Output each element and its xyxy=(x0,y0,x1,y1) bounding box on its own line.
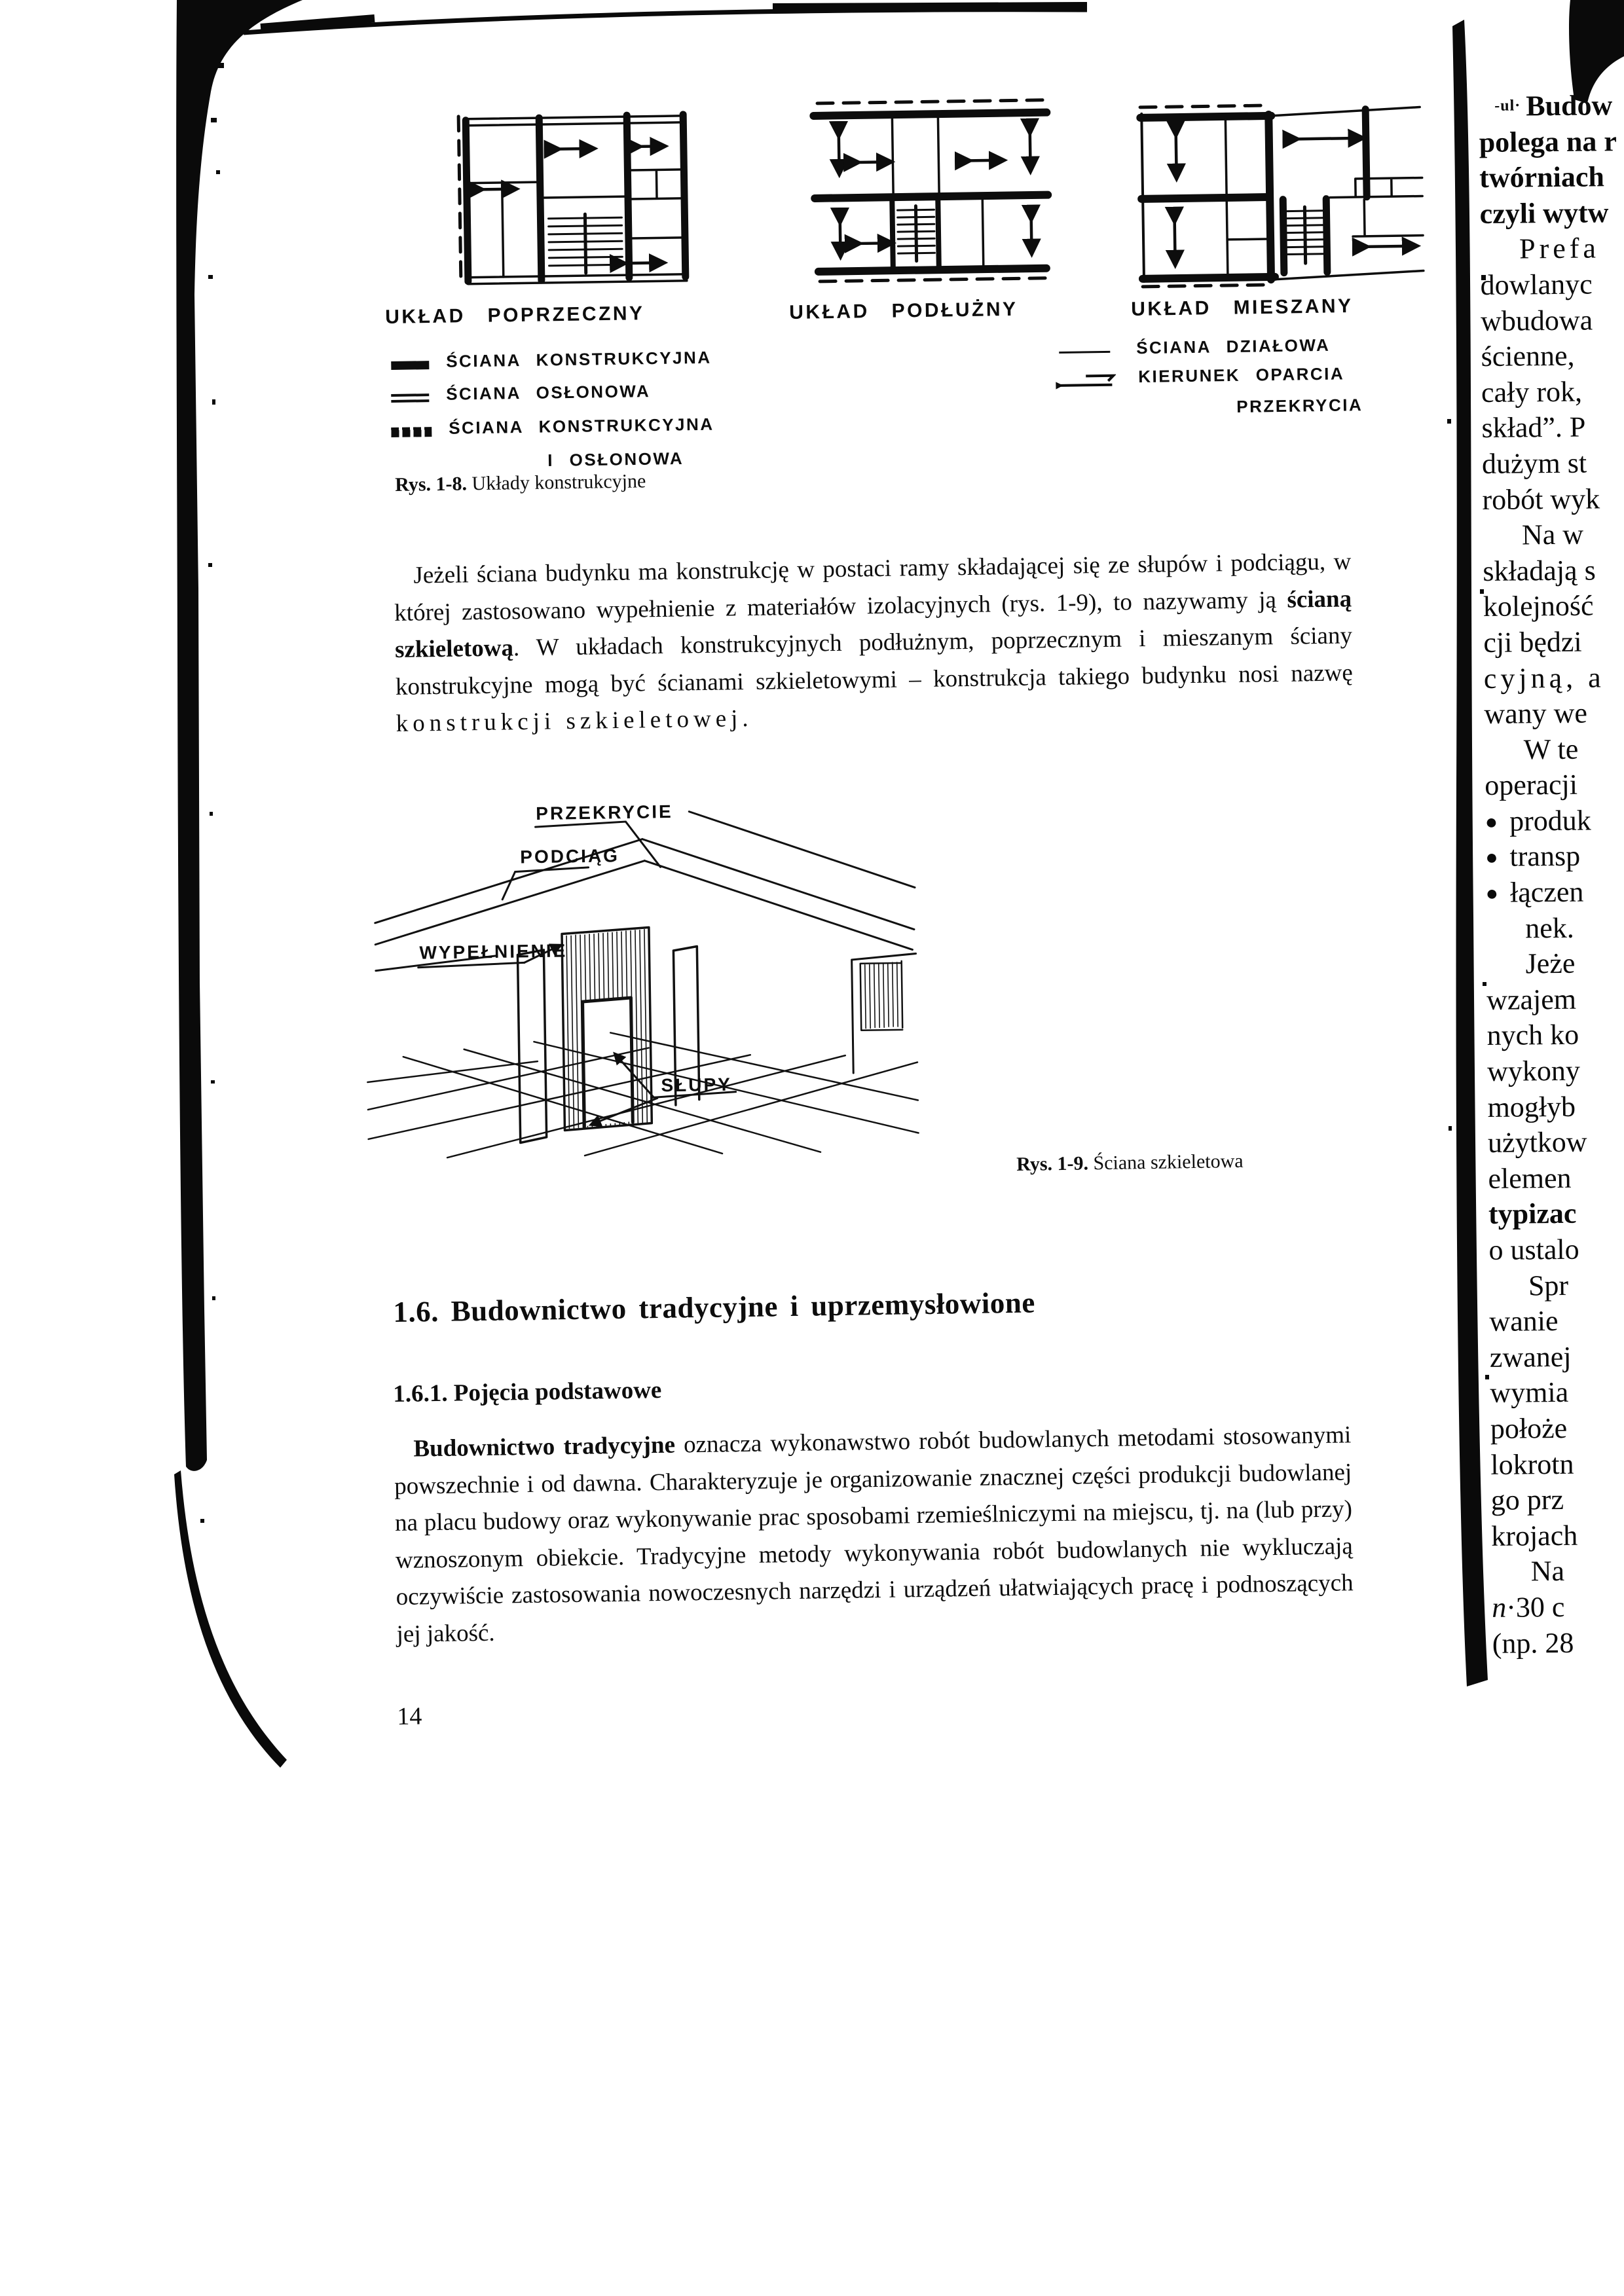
side-column-line xyxy=(1479,159,1624,196)
side-column-line xyxy=(1485,802,1624,839)
section-heading-1-6: 1.6. Budownictwo tradycyjne i uprzemysłowione xyxy=(393,1286,1036,1328)
side-column-line-text: dowlanyc xyxy=(1480,268,1593,301)
side-column-line xyxy=(1481,373,1624,410)
figure-1-9-caption-number: Rys. 1-9. xyxy=(1016,1152,1089,1175)
side-column-line xyxy=(1489,1302,1624,1339)
side-column-line xyxy=(1486,981,1624,1018)
side-column-line xyxy=(1491,1517,1624,1554)
legend-item-i-oslonowa: I OSŁONOWA xyxy=(547,448,684,470)
side-column-line-text: Na w xyxy=(1521,518,1584,551)
figure-1-9-caption xyxy=(1016,1150,1244,1176)
diagram-label-poprzeczny: UKŁAD POPRZECZNY xyxy=(385,302,645,328)
label-podciag: PODCIĄG xyxy=(520,845,620,867)
side-column-line-text: cji będzi xyxy=(1483,625,1582,659)
diagram-uklad-poprzeczny xyxy=(455,107,691,292)
bullet-icon: ● xyxy=(1485,845,1498,869)
figure-1-9-drawing xyxy=(363,793,922,1158)
paragraph-2-bold-term: Budownictwo tradycyjne xyxy=(413,1431,676,1463)
subsection-heading-1-6-1: 1.6.1. Pojęcia podstawowe xyxy=(393,1376,662,1408)
legend-item-sciana-dzialowa: ŚCIANA DZIAŁOWA xyxy=(1059,335,1330,359)
side-column-line xyxy=(1486,909,1624,947)
side-column-line-text: wzajem xyxy=(1486,983,1577,1016)
paragraph-1-text-2: . W układach konstrukcyjnych podłużnym, poprzecznym i mieszanym ściany konstrukcyjne mogą być ścianami szkieletowymi – konstrukcja takiego budynku nosi nazwę xyxy=(395,622,1354,701)
side-column-line xyxy=(1489,1267,1624,1304)
side-column-line-text: Spr xyxy=(1528,1269,1569,1302)
paragraph-2-text: oznacza wykonawstwo robót budowlanych metodami stosowanymi powszechnie i od dawna. Charakteryzuje je organizowanie znacznej części produkcji budowlanej na placu budowy oraz wykonywanie prac sposobami rzemieślniczymi na miejscu, tj. na (lub przy) wznoszonym obiekcie. Tradycyjne metody wykonywania robót budowlanych nie wykluczają oczywiście zastosowania nowoczesnych narzędzi i urządzeń ułatwiających pracę i podnoszących jej jakość. xyxy=(394,1421,1354,1648)
side-column-line xyxy=(1484,659,1624,697)
side-column-line-text: operacji xyxy=(1485,769,1578,802)
legend-item-przekrycia: PRZEKRYCIA xyxy=(1236,395,1363,416)
side-column-line-text: ścienne, xyxy=(1481,339,1575,373)
side-column-line xyxy=(1487,1088,1624,1125)
side-column-line-text: W te xyxy=(1523,733,1579,766)
side-column-line-text: wbudowa xyxy=(1480,304,1593,337)
side-column-line xyxy=(1485,767,1624,804)
scan-artifact-mark: -ul· xyxy=(1494,97,1521,115)
side-column-line xyxy=(1492,1588,1624,1626)
legend-item-kierunek-oparcia: KIERUNEK OPARCIA xyxy=(1056,363,1344,392)
side-column-line-text: krojach xyxy=(1491,1519,1578,1552)
paragraph-1-spaced-term: konstrukcji szkieletowej xyxy=(396,705,743,737)
side-column-line xyxy=(1485,838,1624,875)
side-column-line-text: robót wyk xyxy=(1482,482,1600,516)
bullet-icon: ● xyxy=(1485,881,1499,905)
side-column-line xyxy=(1480,230,1624,268)
side-column-line xyxy=(1488,1195,1624,1233)
side-column-line-text: elemen xyxy=(1488,1161,1572,1195)
side-column-line xyxy=(1483,552,1624,589)
side-column-line-text: typizac xyxy=(1488,1197,1577,1231)
side-column-line-text: go prz xyxy=(1490,1484,1564,1517)
diagram-uklad-podluzny xyxy=(812,97,1050,285)
side-column-line xyxy=(1492,1553,1624,1590)
side-column-line xyxy=(1479,194,1624,232)
label-wypelnienie: WYPEŁNIENIE xyxy=(419,940,568,963)
side-column-line xyxy=(1490,1374,1624,1412)
side-column-line xyxy=(1488,1231,1624,1268)
legend-swatch-double-line xyxy=(391,393,429,403)
legend-swatch-thin-line xyxy=(1059,351,1110,354)
side-column-line-text: cyjną, a xyxy=(1483,661,1605,695)
label-slupy: SŁUPY xyxy=(661,1074,733,1096)
side-column-line xyxy=(1482,481,1624,518)
side-column-line xyxy=(1487,1052,1624,1089)
side-column-line xyxy=(1485,873,1624,911)
side-column-line xyxy=(1483,516,1624,553)
legend-swatch-solid-wall xyxy=(391,361,429,370)
label-przekrycie: PRZEKRYCIE xyxy=(536,801,673,824)
side-column-line-text: położe xyxy=(1490,1412,1568,1445)
side-column-line-text: dużym st xyxy=(1481,446,1587,480)
side-column-line-text: produk xyxy=(1509,804,1591,837)
side-column-line-text: wanie xyxy=(1489,1305,1559,1338)
side-column-line-text: kolejność xyxy=(1483,589,1594,623)
side-column-line-text: wykony xyxy=(1486,1054,1581,1087)
side-column-line-text: polega na r xyxy=(1479,124,1617,158)
figure-1-8-caption-number: Rys. 1-8. xyxy=(395,473,468,496)
figure-1-8-caption xyxy=(395,470,646,496)
legend-swatch-direction-arrow xyxy=(1056,369,1116,392)
side-column-line xyxy=(1486,1017,1624,1054)
side-column-line-text: składają s xyxy=(1483,554,1596,587)
side-column-line xyxy=(1492,1624,1624,1662)
paragraph-skeletal-walls xyxy=(394,543,1354,742)
side-column-line-text: wany we xyxy=(1484,697,1588,731)
legend-swatch-dashed-wall xyxy=(391,427,432,437)
side-column-line xyxy=(1491,1481,1624,1518)
page-number: 14 xyxy=(397,1702,422,1730)
side-column-line xyxy=(1483,623,1624,661)
side-column-line-text: lokrotn xyxy=(1490,1448,1574,1481)
figure-1-9-caption-text: Ściana szkieletowa xyxy=(1088,1150,1244,1175)
side-column-line xyxy=(1484,695,1624,732)
side-column-line-text: nych ko xyxy=(1486,1019,1579,1052)
italic-variable: n xyxy=(1492,1591,1507,1624)
side-column-line-text: Prefa xyxy=(1519,232,1600,265)
side-column-line-text: ·30 c xyxy=(1506,1590,1565,1624)
skeletal-wall-perspective-sketch xyxy=(363,793,922,1158)
legend-item-sciana-konstrukcyjna: ŚCIANA KONSTRUKCYJNA xyxy=(391,348,712,373)
side-column-line xyxy=(1479,123,1624,160)
side-column-line-text: transp xyxy=(1509,840,1581,873)
side-column-line-text: użytkow xyxy=(1487,1125,1587,1159)
side-column-line-text: o ustalo xyxy=(1488,1233,1579,1266)
side-column-line xyxy=(1490,1410,1624,1447)
diagram-label-podluzny: UKŁAD PODŁUŻNY xyxy=(789,298,1018,323)
side-column-line xyxy=(1488,1159,1624,1197)
side-column-line-text: łączen xyxy=(1509,875,1584,909)
paragraph-1-bold-term: ścianą szkieletową xyxy=(394,585,1352,663)
side-column-line xyxy=(1490,1446,1624,1483)
side-column-line xyxy=(1481,338,1624,375)
side-column-line-text: zwanej xyxy=(1489,1340,1572,1374)
paragraph-1-text-3: . xyxy=(742,704,748,733)
legend-item-sciana-konstrukcyjna-i-oslonowa: ŚCIANA KONSTRUKCYJNA xyxy=(391,414,714,439)
side-column-line xyxy=(1483,588,1624,625)
adjacent-page-column xyxy=(1479,87,1624,1662)
paragraph-1-text: Jeżeli ściana budynku ma konstrukcję w postaci ramy składającej się ze słupów i podciągu, w której zastosowano wypełnienie z materiałów izolacyjnych (rys. 1-9), to nazywamy ją xyxy=(394,548,1352,627)
side-column-line xyxy=(1486,945,1624,983)
side-column-line-text: skład”. P xyxy=(1481,410,1586,445)
legend-item-sciana-oslonowa: ŚCIANA OSŁONOWA xyxy=(391,381,650,405)
side-column-line-text: twórniach xyxy=(1479,160,1605,194)
side-column-line-text: Jeże xyxy=(1525,947,1576,980)
side-column-line-text: wymia xyxy=(1490,1376,1569,1410)
side-column-line xyxy=(1482,445,1624,482)
side-column-line xyxy=(1488,1124,1624,1161)
side-column-line-text: cały rok, xyxy=(1481,375,1583,409)
side-column-line xyxy=(1481,409,1624,446)
side-column-line-text: nek. xyxy=(1524,911,1574,945)
side-column-line-text: (np. 28 xyxy=(1492,1626,1574,1660)
side-column-line xyxy=(1485,731,1624,768)
bullet-icon: ● xyxy=(1485,809,1498,833)
paragraph-traditional-construction xyxy=(394,1417,1354,1653)
figure-1-8-caption-text: Układy konstrukcyjne xyxy=(466,470,646,495)
side-column-line-text: Na xyxy=(1530,1555,1565,1588)
diagram-label-mieszany: UKŁAD MIESZANY xyxy=(1131,295,1354,320)
side-column-line-text: mogłyb xyxy=(1487,1090,1576,1123)
side-column-line xyxy=(1481,302,1624,339)
side-column-line-text: Budow xyxy=(1526,89,1613,122)
side-column-line-text: czyli wytw xyxy=(1479,196,1609,230)
diagram-uklad-mieszany xyxy=(1135,100,1424,291)
side-column-line xyxy=(1480,266,1624,303)
side-column-line xyxy=(1479,87,1624,124)
side-column-line xyxy=(1490,1338,1624,1376)
